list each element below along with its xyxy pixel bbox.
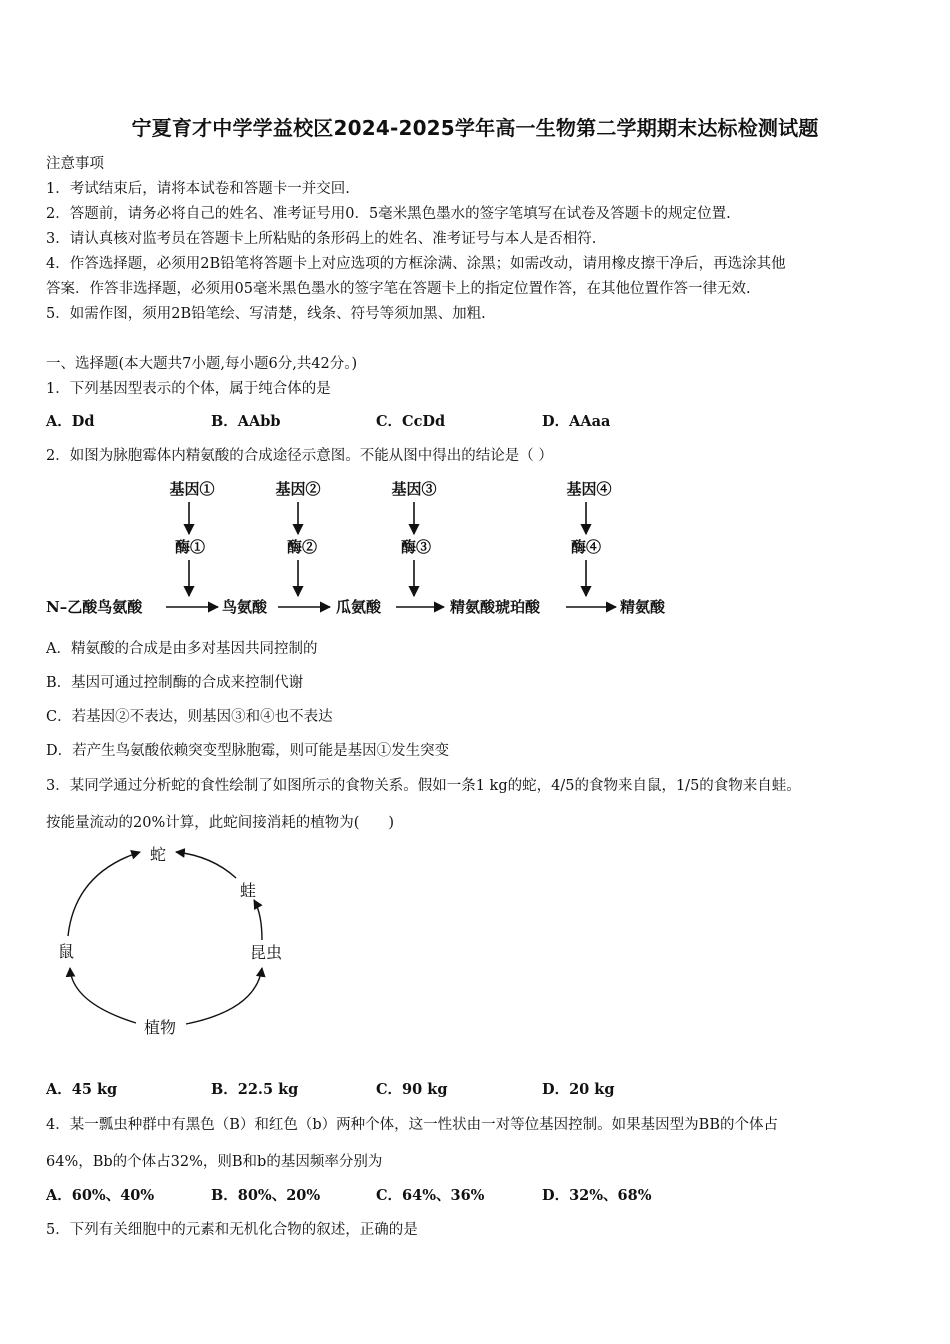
q4-option-a[interactable]: A．60%、40%	[46, 1187, 155, 1204]
chain-n-acetylornithine: N–乙酸鸟氨酸	[46, 598, 143, 616]
notice-item-4: 4．作答选择题，必须用2B铅笔将答题卡上对应选项的方框涂满、涂黑；如需改动，请用橡皮擦干净后，再选涂其他	[46, 256, 786, 272]
notice-item-3: 3．请认真核对监考员在答题卡上所粘贴的条形码上的姓名、准考证号与本人是否相符.	[46, 231, 597, 247]
q4-option-d[interactable]: D．32%、68%	[542, 1187, 652, 1204]
arrow-insect-to-frog	[254, 900, 262, 940]
node-frog: 蛙	[239, 881, 257, 900]
exam-title: 宁夏育才中学学益校区2024-2025学年高一生物第二学期期末达标检测试题	[131, 116, 819, 140]
q3-stem-line-1: 3．某同学通过分析蛇的食性绘制了如图所示的食物关系。假如一条1 kg的蛇，4/5的食物来自鼠，1/5的食物来自蛙。	[46, 778, 801, 794]
chain-arginine: 精氨酸	[620, 598, 666, 616]
q3-option-c[interactable]: C．90 kg	[376, 1081, 448, 1098]
arrow-frog-to-snake	[176, 852, 236, 878]
arrow-plant-to-mouse	[70, 968, 136, 1023]
gene-1-label: 基因①	[169, 480, 215, 498]
chain-ornithine: 鸟氨酸	[222, 598, 268, 616]
q4-option-c[interactable]: C．64%、36%	[376, 1187, 485, 1204]
q1-option-d[interactable]: D．AAaa	[542, 413, 611, 430]
q3-option-d[interactable]: D．20 kg	[542, 1081, 615, 1098]
arrow-mouse-to-snake	[68, 852, 140, 936]
enzyme-3-label: 酶③	[400, 538, 432, 556]
node-insect: 昆虫	[249, 943, 283, 962]
q2-option-d[interactable]: D．若产生鸟氨酸依赖突变型脉胞霉，则可能是基因①发生突变	[46, 743, 450, 759]
q3-option-a[interactable]: A．45 kg	[46, 1081, 118, 1098]
q4-option-b[interactable]: B．80%、20%	[211, 1187, 321, 1204]
q2-option-a[interactable]: A．精氨酸的合成是由多对基因共同控制的	[46, 641, 318, 657]
arrow-plant-to-insect	[186, 968, 262, 1024]
node-snake: 蛇	[149, 845, 167, 864]
q4-stem-line-2: 64%，Bb的个体占32%，则B和b的基因频率分别为	[46, 1154, 383, 1170]
section-heading: 一、选择题(本大题共7小题,每小题6分,共42分。)	[46, 356, 358, 372]
gene-3-label: 基因③	[391, 480, 437, 498]
node-mouse: 鼠	[57, 942, 75, 961]
notice-item-4-cont: 答案．作答非选择题，必须用05毫米黑色墨水的签字笔在答题卡上的指定位置作答，在其他位置作答一律无效.	[46, 281, 751, 297]
arginine-pathway-diagram	[40, 472, 700, 622]
gene-2-label: 基因②	[275, 480, 321, 498]
node-plant: 植物	[143, 1018, 177, 1037]
chain-argininosuccinate: 精氨酸琥珀酸	[450, 598, 541, 616]
q3-option-b[interactable]: B．22.5 kg	[211, 1081, 299, 1098]
q2-option-b[interactable]: B．基因可通过控制酶的合成来控制代谢	[46, 675, 304, 691]
notice-item-2: 2．答题前，请务必将自己的姓名、准考证号用0．5毫米黑色墨水的签字笔填写在试卷及答题卡的规定位置.	[46, 206, 731, 222]
q5-stem: 5．下列有关细胞中的元素和无机化合物的叙述，正确的是	[46, 1222, 418, 1238]
gene-4-label: 基因④	[566, 480, 612, 498]
notice-item-5: 5．如需作图，须用2B铅笔绘、写清楚，线条、符号等须加黑、加粗.	[46, 306, 486, 322]
q4-stem-line-1: 4．某一瓢虫种群中有黑色（B）和红色（b）两种个体，这一性状由一对等位基因控制。如果基因型为BB的个体占	[46, 1117, 778, 1133]
enzyme-4-label: 酶④	[570, 538, 602, 556]
q1-option-c[interactable]: C．CcDd	[376, 413, 446, 430]
enzyme-2-label: 酶②	[286, 538, 318, 556]
q1-option-a[interactable]: A．Dd	[46, 413, 95, 430]
q2-stem: 2．如图为脉胞霉体内精氨酸的合成途径示意图。不能从图中得出的结论是（ ）	[46, 448, 553, 464]
q1-stem: 1．下列基因型表示的个体，属于纯合体的是	[46, 381, 331, 397]
enzyme-1-label: 酶①	[174, 538, 206, 556]
chain-citrulline: 瓜氨酸	[336, 598, 382, 616]
notice-heading: 注意事项	[46, 156, 104, 172]
q1-option-b[interactable]: B．AAbb	[211, 413, 281, 430]
food-web-diagram	[40, 838, 310, 1048]
q3-stem-line-2: 按能量流动的20%计算，此蛇间接消耗的植物为( )	[46, 815, 395, 831]
q2-option-c[interactable]: C．若基因②不表达，则基因③和④也不表达	[46, 709, 333, 725]
notice-item-1: 1．考试结束后，请将本试卷和答题卡一并交回.	[46, 181, 350, 197]
